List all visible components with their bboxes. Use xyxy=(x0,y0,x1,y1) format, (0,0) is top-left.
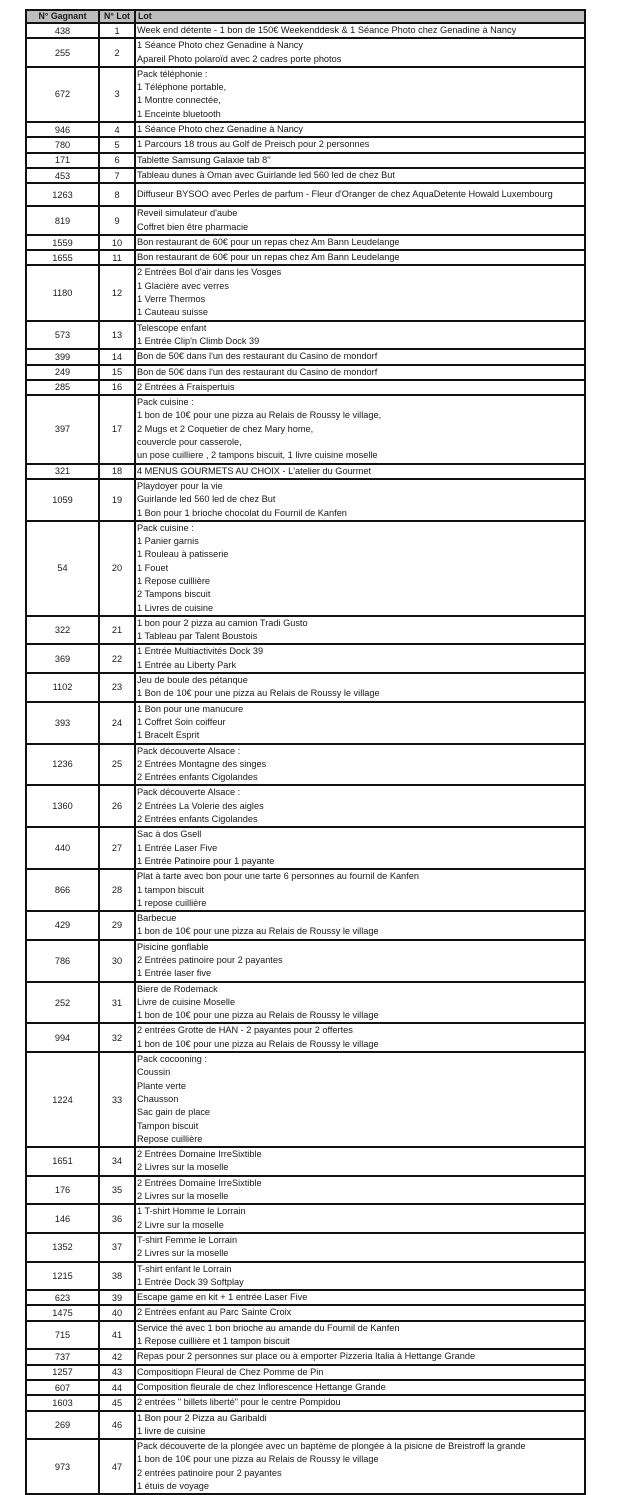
table-row xyxy=(26,982,585,1024)
winner-number: 973 xyxy=(26,1439,99,1494)
lot-description xyxy=(135,1365,585,1380)
table-row xyxy=(26,1365,585,1380)
lot-number: 47 xyxy=(99,1439,135,1494)
lot-line: Playdoyer pour la vie xyxy=(137,480,223,491)
lot-line: 4 MENUS GOURMETS AU CHOIX - L'atelier du Gourmet xyxy=(137,465,372,476)
lot-line: Bon de 50€ dans l'un des restaurant du Casino de mondorf xyxy=(137,366,378,377)
lot-number: 33 xyxy=(99,1052,135,1147)
winner-number: 399 xyxy=(26,349,99,364)
table-row xyxy=(26,168,585,183)
lot-description xyxy=(135,365,585,380)
lot-line: 1 bon de 10€ pour une pizza au Relais de Roussy le village xyxy=(137,1010,379,1021)
lot-line: 1 Téléphone portable, xyxy=(137,82,227,93)
winner-number: 176 xyxy=(26,1176,99,1205)
table-row xyxy=(26,265,585,320)
lot-number: 15 xyxy=(99,365,135,380)
lot-number: 38 xyxy=(99,1262,135,1291)
winner-number: 1352 xyxy=(26,1233,99,1262)
lot-number: 32 xyxy=(99,1023,135,1052)
lot-number: 30 xyxy=(99,940,135,982)
lot-number: 6 xyxy=(99,153,135,168)
lot-line: 1 Fouet xyxy=(137,562,169,573)
lot-number: 35 xyxy=(99,1176,135,1205)
lot-line: 2 Livres sur la moselle xyxy=(137,1191,229,1202)
lot-line: 2 Entrées enfants Cigolandes xyxy=(137,772,258,783)
lot-line: Guirlande led 560 led de chez But xyxy=(137,494,276,505)
winner-number: 737 xyxy=(26,1349,99,1364)
table-row xyxy=(26,911,585,940)
lot-line: 1 Repose cuillière xyxy=(137,575,211,586)
lot-line: 1 Montre connectée, xyxy=(137,95,221,106)
lot-description xyxy=(135,464,585,479)
lot-line: 1 repose cuillière xyxy=(137,897,207,908)
table-row xyxy=(26,235,585,250)
table-row xyxy=(26,1290,585,1305)
lot-number: 42 xyxy=(99,1349,135,1364)
lot-description xyxy=(135,1305,585,1320)
lot-line: Pack cuisine : xyxy=(137,522,194,533)
lot-number: 27 xyxy=(99,827,135,869)
lot-number: 21 xyxy=(99,616,135,645)
lot-number: 18 xyxy=(99,464,135,479)
lot-description xyxy=(135,869,585,911)
lot-number: 2 xyxy=(99,38,135,67)
lot-line: Chausson xyxy=(137,1093,179,1104)
table-row xyxy=(26,521,585,616)
lot-line: Escape game en kit + 1 entrée Laser Five xyxy=(137,1292,308,1303)
lot-number: 22 xyxy=(99,644,135,673)
lot-line: couvercle pour casserole, xyxy=(137,437,242,448)
lot-description xyxy=(135,153,585,168)
lot-line: Apareil Photo polaroïd avec 2 cadres porte photos xyxy=(137,53,342,64)
lot-description xyxy=(135,673,585,702)
winner-number: 1651 xyxy=(26,1147,99,1176)
table-row xyxy=(26,644,585,673)
table-row xyxy=(26,785,585,827)
lot-description xyxy=(135,1395,585,1410)
table-row xyxy=(26,137,585,152)
table-row xyxy=(26,349,585,364)
lot-line: Barbecue xyxy=(137,913,177,924)
winner-number: 946 xyxy=(26,122,99,137)
lot-number: 31 xyxy=(99,982,135,1024)
lot-description xyxy=(135,380,585,395)
lot-description xyxy=(135,67,585,122)
lot-number: 40 xyxy=(99,1305,135,1320)
lot-line: 1 Bon de 10€ pour une pizza au Relais de Roussy le village xyxy=(137,688,380,699)
lot-number: 46 xyxy=(99,1411,135,1440)
table-row xyxy=(26,744,585,786)
lot-line: Pack téléphonie : xyxy=(137,68,208,79)
lot-line: 1 Séance Photo chez Genadine à Nancy xyxy=(137,124,303,135)
winners-table xyxy=(25,9,586,1495)
winner-number: 54 xyxy=(26,521,99,616)
table-row xyxy=(26,1204,585,1233)
winner-number: 285 xyxy=(26,380,99,395)
lot-number: 19 xyxy=(99,479,135,521)
lot-number: 10 xyxy=(99,235,135,250)
lot-line: Pack découverte de la plongée avec un baptème de plongée à la pisicne de Breistroff la grande xyxy=(137,1441,526,1452)
lot-line: 1 Entrée Clip'n Climb Dock 39 xyxy=(137,335,260,346)
lot-description xyxy=(135,521,585,616)
lot-number: 41 xyxy=(99,1321,135,1350)
table-row xyxy=(26,827,585,869)
lot-line: Pack cocooning : xyxy=(137,1054,207,1065)
table-row xyxy=(26,380,585,395)
lot-line: 1 Bon pour 1 brioche chocolat du Fournil de Kanfen xyxy=(137,507,347,518)
lot-line: 1 Glacière avec verres xyxy=(137,280,229,291)
winner-number: 1215 xyxy=(26,1262,99,1291)
winner-number: 1257 xyxy=(26,1365,99,1380)
lot-line: Plante verte xyxy=(137,1080,187,1091)
table-body xyxy=(26,23,585,1494)
lot-description xyxy=(135,1262,585,1291)
lot-description xyxy=(135,1233,585,1262)
lot-number: 25 xyxy=(99,744,135,786)
table-row xyxy=(26,23,585,38)
lot-number: 39 xyxy=(99,1290,135,1305)
lot-line: 1 Enceinte bluetooth xyxy=(137,108,221,119)
lot-line: Sac gain de place xyxy=(137,1107,211,1118)
table-row xyxy=(26,1380,585,1395)
lot-description xyxy=(135,122,585,137)
winner-number: 1224 xyxy=(26,1052,99,1147)
winner-number: 397 xyxy=(26,395,99,463)
lot-line: Coffret bien être pharmacie xyxy=(137,221,249,232)
lot-line: Reveil simulateur d'aube xyxy=(137,208,238,219)
winner-number: 1180 xyxy=(26,265,99,320)
lot-line: 1 Verre Thermos xyxy=(137,294,206,305)
table-row xyxy=(26,1321,585,1350)
lot-description xyxy=(135,479,585,521)
table-row xyxy=(26,395,585,463)
lot-line: Service thé avec 1 bon brioche au amande du Fournil de Kanfen xyxy=(137,1322,400,1333)
lot-number: 24 xyxy=(99,702,135,744)
winner-number: 322 xyxy=(26,616,99,645)
table-row xyxy=(26,321,585,350)
winner-number: 1059 xyxy=(26,479,99,521)
lot-description xyxy=(135,23,585,38)
lot-description xyxy=(135,1052,585,1147)
lot-line: 1 bon de 10€ pour une pizza au Relais de Roussy le village xyxy=(137,1454,379,1465)
lot-description xyxy=(135,940,585,982)
table-row xyxy=(26,365,585,380)
lot-description xyxy=(135,321,585,350)
lot-description xyxy=(135,1023,585,1052)
lot-description xyxy=(135,1204,585,1233)
lot-line: Bon restaurant de 60€ pour un repas chez Am Bann Leudelange xyxy=(137,252,400,263)
lot-line: Plat à tarte avec bon pour une tarte 6 personnes au fournil de Kanfen xyxy=(137,871,419,882)
winner-number: 453 xyxy=(26,168,99,183)
lot-line: 1 Parcours 18 trous au Golf de Preisch pour 2 personnes xyxy=(137,139,370,150)
lot-number: 11 xyxy=(99,250,135,265)
lot-line: 2 entrées patinoire pour 2 payantes xyxy=(137,1467,282,1478)
lot-description xyxy=(135,911,585,940)
lot-line: 1 Cauteau suisse xyxy=(137,307,208,318)
lot-description xyxy=(135,38,585,67)
table-row xyxy=(26,122,585,137)
table-row xyxy=(26,1233,585,1262)
lot-line: 2 entrées " billets liberté" pour le centre Pompidou xyxy=(137,1397,341,1408)
lot-line: Diffuseur BYSOO avec Perles de parfum - Fleur d'Oranger de chez AquaDetente Howald Luxembourg xyxy=(137,189,553,200)
winner-number: 321 xyxy=(26,464,99,479)
winner-number: 786 xyxy=(26,940,99,982)
lot-line: 1 Livres de cuisine xyxy=(137,602,214,613)
winner-number: 1655 xyxy=(26,250,99,265)
lot-description xyxy=(135,1380,585,1395)
lot-line: 1 Entrée Multiactivités Dock 39 xyxy=(137,646,264,657)
lot-line: 2 Livres sur la moselle xyxy=(137,1248,229,1259)
lot-description xyxy=(135,982,585,1024)
lot-line: 1 T-shirt Homme le Lorrain xyxy=(137,1206,246,1217)
winner-number: 269 xyxy=(26,1411,99,1440)
winner-number: 819 xyxy=(26,206,99,235)
lot-description xyxy=(135,349,585,364)
lot-line: Pack découverte Alsace : xyxy=(137,745,241,756)
lot-description xyxy=(135,644,585,673)
lot-line: T-shirt enfant le Lorrain xyxy=(137,1263,232,1274)
lot-line: 1 Entrée laser five xyxy=(137,968,212,979)
winner-number: 780 xyxy=(26,137,99,152)
lot-number: 37 xyxy=(99,1233,135,1262)
lot-line: 2 Entrées Montagne des singes xyxy=(137,758,267,769)
lot-description xyxy=(135,1349,585,1364)
lot-line: 2 Entrées enfant au Parc Sainte Croix xyxy=(137,1307,292,1318)
lot-line: 1 Entrée Patinoire pour 1 payante xyxy=(137,855,275,866)
lot-number: 23 xyxy=(99,673,135,702)
lot-line: 1 bon pour 2 pizza au camion Tradi Gusto xyxy=(137,617,308,628)
lot-description xyxy=(135,168,585,183)
lot-description xyxy=(135,137,585,152)
lot-line: Tampon biscuit xyxy=(137,1120,199,1131)
winner-number: 255 xyxy=(26,38,99,67)
table-row xyxy=(26,1395,585,1410)
table-row xyxy=(26,250,585,265)
lot-description xyxy=(135,1176,585,1205)
lot-number: 29 xyxy=(99,911,135,940)
winner-number: 146 xyxy=(26,1204,99,1233)
winner-number: 171 xyxy=(26,153,99,168)
winner-number: 1102 xyxy=(26,673,99,702)
lot-line: Repose cuillière xyxy=(137,1133,203,1144)
lot-line: Tableau dunes à Oman avec Guirlande led 560 led de chez But xyxy=(137,169,395,180)
lot-line: Pisicine gonflable xyxy=(137,941,209,952)
lot-description xyxy=(135,1439,585,1494)
lot-line: 2 Livres sur la moselle xyxy=(137,1162,229,1173)
lot-line: T-shirt Femme le Lorrain xyxy=(137,1234,238,1245)
lot-number: 17 xyxy=(99,395,135,463)
winner-number: 1559 xyxy=(26,235,99,250)
lot-description xyxy=(135,250,585,265)
lot-line: Telescope enfant xyxy=(137,322,207,333)
table-row xyxy=(26,153,585,168)
lot-line: 1 bon de 10€ pour une pizza au Relais de Roussy le village, xyxy=(137,410,382,421)
lot-line: 1 Bon pour une manucure xyxy=(137,703,244,714)
lot-line: Pack cuisine : xyxy=(137,397,194,408)
winner-number: 249 xyxy=(26,365,99,380)
table-row xyxy=(26,38,585,67)
winner-number: 1236 xyxy=(26,744,99,786)
lot-line: un pose cuilliere , 2 tampons biscuit, 1 livre cuisine moselle xyxy=(137,450,378,461)
table-row xyxy=(26,673,585,702)
lot-description xyxy=(135,265,585,320)
table-row xyxy=(26,67,585,122)
lot-line: 1 bon de 10€ pour une pizza au Relais de Roussy le village xyxy=(137,926,379,937)
lot-number: 7 xyxy=(99,168,135,183)
winner-number: 440 xyxy=(26,827,99,869)
lot-line: Sac à dos Gsell xyxy=(137,829,202,840)
lot-number: 28 xyxy=(99,869,135,911)
lot-line: 1 Panier garnis xyxy=(137,536,199,547)
lot-number: 16 xyxy=(99,380,135,395)
lot-line: 2 entrées Grotte de HAN - 2 payantes pour 2 offertes xyxy=(137,1025,353,1036)
winner-number: 393 xyxy=(26,702,99,744)
lot-number: 13 xyxy=(99,321,135,350)
lot-number: 5 xyxy=(99,137,135,152)
lot-number: 26 xyxy=(99,785,135,827)
winner-number: 438 xyxy=(26,23,99,38)
table-row xyxy=(26,183,585,206)
lot-number: 44 xyxy=(99,1380,135,1395)
lot-line: 1 Entrée Dock 39 Softplay xyxy=(137,1276,244,1287)
lot-number: 12 xyxy=(99,265,135,320)
lot-number: 20 xyxy=(99,521,135,616)
table-row xyxy=(26,940,585,982)
lot-description xyxy=(135,1290,585,1305)
lot-line: Livre de cuisine Moselle xyxy=(137,996,236,1007)
lot-line: 1 Rouleau à patisserie xyxy=(137,549,229,560)
lot-description xyxy=(135,1411,585,1440)
lot-line: 2 Entrées patinoire pour 2 payantes xyxy=(137,955,283,965)
lot-line: 1 Bon pour 2 Pizza au Garibaldi xyxy=(137,1412,267,1423)
lot-line: Coussin xyxy=(137,1067,171,1078)
lot-description xyxy=(135,235,585,250)
lot-number: 1 xyxy=(99,23,135,38)
table-row xyxy=(26,869,585,911)
table-row xyxy=(26,1262,585,1291)
lot-description xyxy=(135,744,585,786)
lot-line: 1 étuis de voyage xyxy=(137,1480,210,1491)
lot-description xyxy=(135,1321,585,1350)
lot-description xyxy=(135,616,585,645)
lot-number: 8 xyxy=(99,183,135,206)
lot-line: Jeu de boule des pétanque xyxy=(137,675,248,686)
winner-number: 1263 xyxy=(26,183,99,206)
lot-line: 1 Repose cuillière et 1 tampon biscuit xyxy=(137,1336,290,1347)
table-row xyxy=(26,1147,585,1176)
table-row xyxy=(26,206,585,235)
lot-line: 1 bon de 10€ pour une pizza au Relais de Roussy le village xyxy=(137,1038,379,1049)
lot-line: 1 Bracelt Esprit xyxy=(137,730,200,741)
table-row xyxy=(26,1439,585,1494)
winner-number: 623 xyxy=(26,1290,99,1305)
lot-line: 2 Entrées à Fraispertuis xyxy=(137,381,235,392)
winner-number: 429 xyxy=(26,911,99,940)
lot-line: Week end détente - 1 bon de 150€ Weekenddesk & 1 Séance Photo chez Genadine à Nancy xyxy=(137,25,517,35)
lot-line: 1 Entrée Laser Five xyxy=(137,842,218,853)
winner-number: 573 xyxy=(26,321,99,350)
lot-line: Composition fleurale de chez Inflorescence Hettange Grande xyxy=(137,1381,386,1392)
lot-number: 45 xyxy=(99,1395,135,1410)
winner-number: 1603 xyxy=(26,1395,99,1410)
winner-number: 994 xyxy=(26,1023,99,1052)
lot-line: Pack découverte Alsace : xyxy=(137,787,241,798)
header-gagnant: N° Gagnant xyxy=(26,10,99,23)
lot-line: 1 Entrée au Liberty Park xyxy=(137,659,237,670)
table-row xyxy=(26,1176,585,1205)
lot-line: 1 tampon biscuit xyxy=(137,884,204,895)
lot-number: 36 xyxy=(99,1204,135,1233)
lot-line: 2 Entrées La Volerie des aigles xyxy=(137,800,264,811)
lot-description xyxy=(135,785,585,827)
winner-number: 1360 xyxy=(26,785,99,827)
lot-line: Bon restaurant de 60€ pour un repas chez Am Bann Leudelange xyxy=(137,236,400,247)
lot-number: 3 xyxy=(99,67,135,122)
table-row xyxy=(26,1023,585,1052)
winner-number: 607 xyxy=(26,1380,99,1395)
table-row xyxy=(26,1305,585,1320)
lot-description xyxy=(135,206,585,235)
lot-description xyxy=(135,827,585,869)
winner-number: 715 xyxy=(26,1321,99,1350)
table-row xyxy=(26,1052,585,1147)
table-row xyxy=(26,464,585,479)
table-row xyxy=(26,1411,585,1440)
lot-description xyxy=(135,183,585,206)
lot-line: Compositiopn Fleural de Chez Pomme de Pin xyxy=(137,1366,324,1377)
winner-number: 866 xyxy=(26,869,99,911)
lot-line: Tablette Samsung Galaxie tab 8'' xyxy=(137,154,271,165)
lot-line: 2 Entrées Domaine IrreSixtible xyxy=(137,1177,262,1188)
lot-number: 14 xyxy=(99,349,135,364)
lot-number: 9 xyxy=(99,206,135,235)
table-row xyxy=(26,616,585,645)
table-row xyxy=(26,479,585,521)
lot-number: 4 xyxy=(99,122,135,137)
winner-number: 672 xyxy=(26,67,99,122)
header-lot: Lot xyxy=(135,10,585,23)
lot-description xyxy=(135,1147,585,1176)
winner-number: 1475 xyxy=(26,1305,99,1320)
table-row xyxy=(26,1349,585,1364)
lot-line: 2 Tampons biscuit xyxy=(137,589,211,600)
lot-line: Repas pour 2 personnes sur place ou à emporter Pizzeria Italia à Hettange Grande xyxy=(137,1351,476,1362)
lot-line: 2 Livre sur la moselle xyxy=(137,1219,224,1230)
lot-line: Bon de 50€ dans l'un des restaurant du Casino de mondorf xyxy=(137,351,378,362)
header-lot-number: N° Lot xyxy=(99,10,135,23)
lot-description xyxy=(135,395,585,463)
lot-line: 2 Entrées Domaine IrreSixtible xyxy=(137,1149,262,1160)
lot-description xyxy=(135,702,585,744)
winner-number: 252 xyxy=(26,982,99,1024)
lot-line: 1 livre de cuisine xyxy=(137,1425,206,1436)
lot-line: 2 Entrées enfants Cigolandes xyxy=(137,814,258,825)
lot-number: 43 xyxy=(99,1365,135,1380)
lot-line: Biere de Rodemack xyxy=(137,983,218,994)
table-row xyxy=(26,702,585,744)
lot-line: 2 Mugs et 2 Coquetier de chez Mary home, xyxy=(137,423,314,434)
lot-number: 34 xyxy=(99,1147,135,1176)
lot-line: 1 Tableau par Talent Boustois xyxy=(137,631,258,642)
winner-number: 369 xyxy=(26,644,99,673)
lot-line: 2 Entrées Bol d'air dans les Vosges xyxy=(137,267,282,278)
table-header-row xyxy=(26,10,585,23)
lot-line: 1 Séance Photo chez Genadine à Nancy xyxy=(137,40,303,51)
lot-line: 1 Coffret Soin coiffeur xyxy=(137,716,226,727)
